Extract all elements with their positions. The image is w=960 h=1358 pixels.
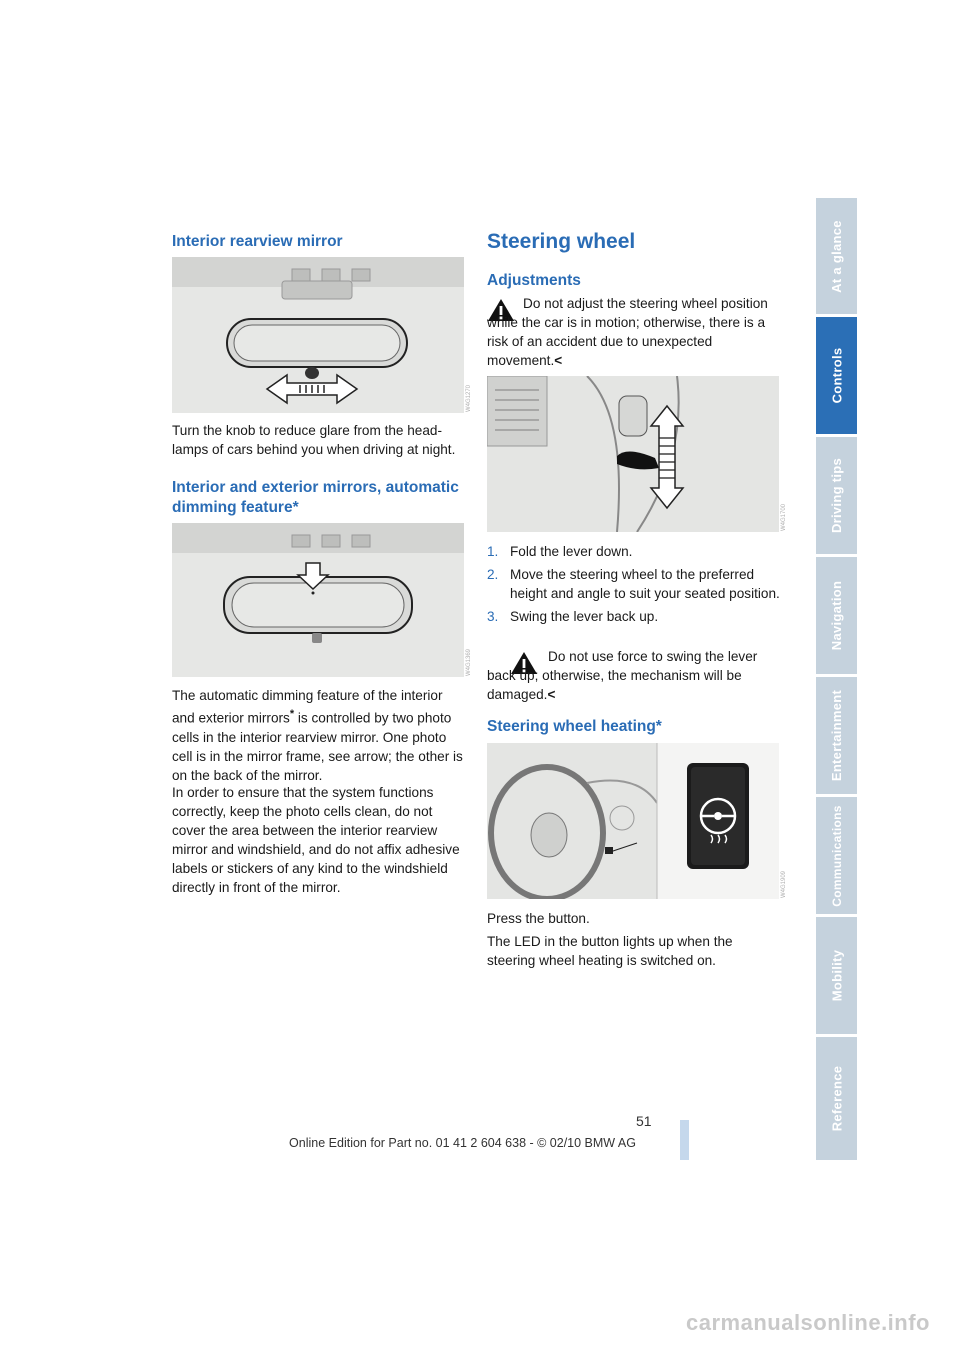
steering-heating-illustration <box>487 743 779 899</box>
tab-entertainment[interactable]: Entertainment <box>816 677 857 794</box>
steering-lever-illustration <box>487 376 779 532</box>
watermark: carmanualsonline.info <box>686 1310 930 1335</box>
heading-steering-wheel-heating: Steering wheel heating* <box>487 718 662 735</box>
figure-steering-heating <box>487 743 779 899</box>
heading-adjustments: Adjustments <box>487 272 581 289</box>
tab-communications[interactable]: Communications <box>816 797 857 914</box>
rearview-mirror-illustration <box>172 257 464 413</box>
figure-dimming-mirror <box>172 523 464 677</box>
paragraph-dimming-2: In order to ensure that the system functions correctly, keep the photo cells clean, do not cover the area between the interior rearview mirror and windshield, and do not affix adhesive labels or stickers of any kind to the windshield directly in front of the mirror. <box>172 785 460 895</box>
page-number: 51 <box>636 1113 652 1129</box>
paragraph-press-button: Press the button. <box>487 911 590 926</box>
figure-code: W4G1369 <box>466 648 472 676</box>
tab-navigation[interactable]: Navigation <box>816 557 857 674</box>
tab-at-a-glance[interactable]: At a glance <box>816 198 857 314</box>
figure-code: W4G1270 <box>466 384 472 412</box>
dimming-mirror-illustration <box>172 523 464 677</box>
edition-line: Online Edition for Part no. 01 41 2 604 638 - © 02/10 BMW AG <box>289 1136 636 1150</box>
list-item: 1. Fold the lever down. <box>487 544 633 559</box>
paragraph-led: The LED in the button lights up when the steering wheel heating is switched on. <box>487 934 733 968</box>
tab-reference[interactable]: Reference <box>816 1037 857 1160</box>
tab-driving-tips[interactable]: Driving tips <box>816 437 857 554</box>
figure-steering-lever <box>487 376 779 532</box>
paragraph-mirror-knob: Turn the knob to reduce glare from the head-lamps of cars behind you when driving at night. <box>172 423 456 457</box>
figure-rearview-mirror-knob <box>172 257 464 413</box>
tab-mobility[interactable]: Mobility <box>816 917 857 1034</box>
steps-list <box>487 542 781 626</box>
warning-lever-force: Do not use force to swing the lever back up; otherwise, the mechanism will be damaged.< <box>487 649 758 702</box>
figure-code: W4G1909 <box>781 870 787 898</box>
warning-adjust-in-motion: Do not adjust the steering wheel position while the car is in motion; otherwise, there is a risk of an accident due to unexpected movement.< <box>487 296 768 368</box>
list-item: 2. Move the steering wheel to the preferred height and angle to suit your seated position. <box>487 567 780 601</box>
heading-interior-rearview-mirror: Interior rearview mirror <box>172 233 343 250</box>
paragraph-dimming-1: The automatic dimming feature of the interior and exterior mirrors* is controlled by two photo cells in the interior rearview mirror. One photo cell is in the mirror frame, see arrow; the other is on the back of the mirror. <box>172 688 463 783</box>
chapter-tabs <box>816 198 857 1160</box>
heading-automatic-dimming: Interior and exterior mirrors, automatic dimming feature* <box>172 479 459 516</box>
tab-controls[interactable]: Controls <box>816 317 857 434</box>
list-item: 3. Swing the lever back up. <box>487 609 659 624</box>
heading-steering-wheel: Steering wheel <box>487 230 636 253</box>
figure-code: W4G1700 <box>781 503 787 531</box>
